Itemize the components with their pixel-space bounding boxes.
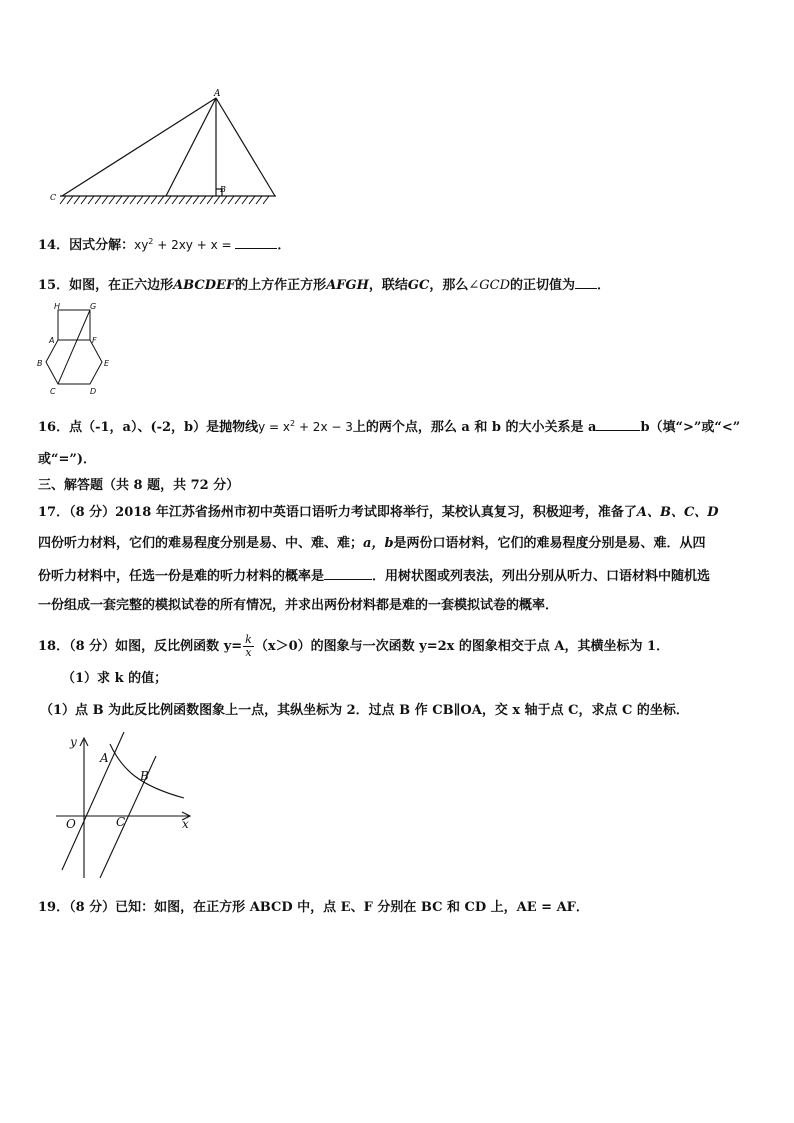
ground-hatch-mark bbox=[109, 196, 115, 204]
q17-line3-a: 份听力材料中，任选一份是难的听力材料的概率是 bbox=[38, 569, 325, 584]
ground-hatch-mark bbox=[144, 196, 150, 204]
square-AFGH bbox=[58, 310, 90, 340]
ground-hatch-mark bbox=[88, 196, 94, 204]
q15-square-name: AFGH bbox=[326, 278, 369, 293]
q14-expr-a: xy bbox=[134, 238, 149, 252]
q16-mid: 上的两个点，那么 a 和 b 的大小关系是 a bbox=[352, 420, 597, 435]
graph-label-B: B bbox=[140, 769, 149, 783]
ground-hatch-mark bbox=[172, 196, 178, 204]
q17-answer-blank bbox=[324, 567, 372, 580]
section-3-heading: 三、解答题（共 8 题，共 72 分） bbox=[38, 478, 240, 493]
graph-label-A: A bbox=[100, 751, 109, 765]
q18-prefix: 18．（8 分）如图，反比例函数 y= bbox=[38, 639, 243, 654]
side-A-mid bbox=[166, 98, 216, 196]
q15-angle: ∠GCD bbox=[468, 278, 511, 293]
question-17-line4: 一份组成一套完整的模拟试卷的所有情况，并求出两份材料都是难的一套模拟试卷的概率． bbox=[38, 598, 559, 613]
q15-segment: GC bbox=[407, 278, 430, 293]
q14-expr-b: + 2xy + x = bbox=[153, 238, 236, 252]
q15-answer-blank bbox=[575, 276, 597, 289]
side-A-right bbox=[216, 98, 275, 196]
q15-hexagon-name: ABCDEF bbox=[173, 278, 236, 293]
ground-hatch-mark bbox=[165, 196, 171, 204]
q18-fraction bbox=[243, 634, 254, 659]
ground-hatch-mark bbox=[235, 196, 241, 204]
ground-hatch-mark bbox=[74, 196, 80, 204]
ground-hatch-mark bbox=[221, 196, 227, 204]
q16-eq-b: + 2x − 3 bbox=[295, 420, 353, 434]
ground-hatch-mark bbox=[123, 196, 129, 204]
ground-hatch-mark bbox=[200, 196, 206, 204]
ground-hatch-mark bbox=[186, 196, 192, 204]
q15-prefix: 15．如图，在正六边形 bbox=[38, 278, 174, 293]
label-A: A bbox=[214, 89, 221, 99]
hex-label-D: D bbox=[90, 387, 97, 396]
ground-hatch-mark bbox=[158, 196, 164, 204]
side-AC bbox=[62, 98, 216, 196]
ground-hatch-mark bbox=[179, 196, 185, 204]
ground-hatch-mark bbox=[137, 196, 143, 204]
graph-label-O: O bbox=[66, 817, 76, 831]
q17-line2-b: 是两份口语材料，它们的难易程度分别是易、难．从四 bbox=[393, 536, 706, 551]
hex-label-F: F bbox=[92, 336, 97, 345]
question-18-sub2: （1）点 B 为此反比例函数图象上一点，其纵坐标为 2．过点 B 作 CB∥OA，交 x 轴于点 C，求点 C 的坐标． bbox=[40, 703, 689, 718]
question-17-line1 bbox=[38, 505, 719, 521]
ground-hatch-mark bbox=[130, 196, 136, 204]
q14-prefix: 14．因式分解： bbox=[38, 238, 135, 253]
hex-label-H: H bbox=[54, 302, 61, 311]
hex-label-B: B bbox=[37, 359, 43, 368]
q15-suffix: 的正切值为 bbox=[510, 278, 576, 293]
question-16-line2: 或“=”)． bbox=[38, 452, 96, 467]
q16-answer-blank bbox=[596, 418, 640, 431]
q18-frac-den: x bbox=[245, 646, 252, 659]
q15-mid1: 的上方作正方形 bbox=[235, 278, 327, 293]
q18-frac-num: k bbox=[245, 633, 252, 646]
question-16-line1 bbox=[38, 416, 740, 436]
question-17-line2 bbox=[38, 536, 706, 552]
ground-hatch-mark bbox=[81, 196, 87, 204]
hex-label-C: C bbox=[50, 387, 56, 396]
ground-hatch-mark bbox=[193, 196, 199, 204]
hexagon-figure bbox=[34, 300, 114, 400]
q17-line1-text: 17．（8 分）2018 年江苏省扬州市初中英语口语听力考试即将举行，某校认真复习，积极迎考，准备了 bbox=[38, 505, 637, 520]
hex-label-G: G bbox=[90, 302, 97, 311]
graph-label-C: C bbox=[116, 815, 126, 829]
question-14 bbox=[38, 234, 290, 254]
ground-hatch-mark bbox=[95, 196, 101, 204]
q15-mid2: ，联结 bbox=[368, 278, 408, 293]
ground-hatch-mark bbox=[214, 196, 220, 204]
label-C: C bbox=[50, 193, 57, 202]
q15-mid3: ，那么 bbox=[429, 278, 469, 293]
ground-hatch-mark bbox=[228, 196, 234, 204]
graph-label-y: y bbox=[70, 735, 77, 749]
ground-hatch-mark bbox=[60, 196, 66, 204]
label-B: B bbox=[220, 185, 226, 194]
graph-label-x: x bbox=[182, 817, 189, 831]
triangle-figure bbox=[44, 88, 284, 208]
ground-hatch-mark bbox=[256, 196, 262, 204]
hex-label-E: E bbox=[104, 359, 110, 368]
q17-listening-vars: A、B、C、D bbox=[636, 505, 719, 520]
question-15 bbox=[38, 276, 610, 294]
question-18 bbox=[38, 634, 669, 659]
q15-end: ． bbox=[597, 278, 611, 293]
q17-line2-a: 四份听力材料，它们的难易程度分别是易、中、难、难； bbox=[38, 536, 364, 551]
function-graph-figure bbox=[50, 730, 200, 882]
ground-hatch-mark bbox=[67, 196, 73, 204]
q14-suffix: ． bbox=[277, 238, 291, 253]
ground-hatch-mark bbox=[151, 196, 157, 204]
ground-hatch-mark bbox=[249, 196, 255, 204]
q14-sup: 2 bbox=[148, 237, 154, 246]
ground-hatch-mark bbox=[102, 196, 108, 204]
question-18-sub1: （1）求 k 的值； bbox=[62, 671, 168, 686]
q16-suffix: b（填“>”或“<” bbox=[640, 420, 741, 435]
q16-prefix: 16．点（-1，a）、(-2，b）是抛物线 bbox=[38, 420, 259, 435]
ground-hatch-mark bbox=[263, 196, 269, 204]
ground-hatch-mark bbox=[207, 196, 213, 204]
segment-GC bbox=[58, 310, 90, 384]
question-19: 19．（8 分）已知：如图，在正方形 ABCD 中，点 E、F 分别在 BC 和 CD 上，AE = AF． bbox=[38, 900, 589, 915]
q17-line3-b: ．用树状图或列表法，列出分别从听力、口语材料中随机选 bbox=[372, 569, 711, 584]
q16-sup: 2 bbox=[290, 419, 296, 428]
ground-hatch-mark bbox=[242, 196, 248, 204]
question-17-line3 bbox=[38, 567, 710, 585]
q17-oral-vars: a，b bbox=[363, 536, 394, 551]
q16-eq-a: y = x bbox=[258, 420, 291, 434]
q14-answer-blank bbox=[235, 236, 277, 249]
hex-label-A: A bbox=[49, 336, 55, 345]
ground-hatch-mark bbox=[116, 196, 122, 204]
q18-suffix: （x＞0）的图象与一次函数 y=2x 的图象相交于点 A，其横坐标为 1． bbox=[254, 639, 670, 654]
